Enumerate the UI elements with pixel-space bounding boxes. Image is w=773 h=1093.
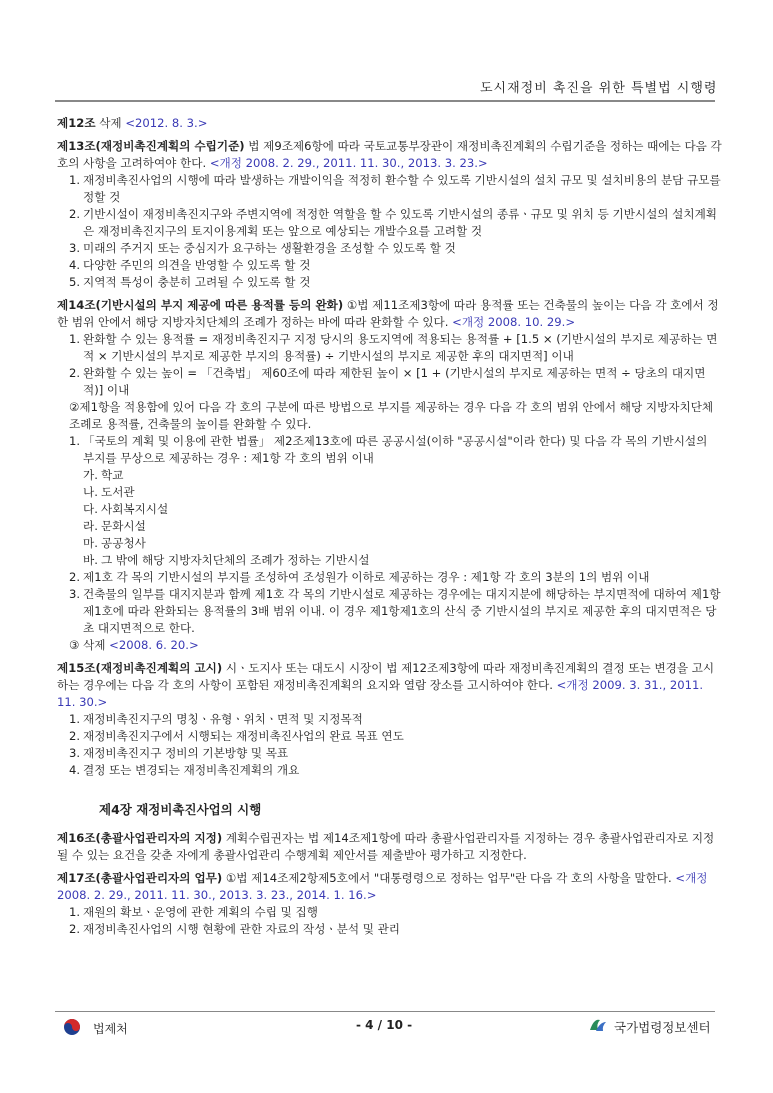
article-16 — [57, 830, 722, 864]
item-number: 바. — [83, 553, 98, 567]
list-item — [57, 206, 722, 240]
article-text: ①법 제14조제2항제5호에서 "대통령령으로 정하는 업무"란 다음 각 호의 사항을 말한다. — [222, 871, 676, 885]
article-title: 제17조(총괄사업관리자의 업무) — [57, 871, 223, 885]
item-number: 다. — [83, 502, 98, 516]
article-title: 제16조(총괄사업관리자의 지정) — [57, 831, 223, 845]
article-15 — [57, 660, 722, 711]
sub-list-item — [57, 467, 722, 484]
article-text: ①법 제11조제3항에 따라 용적률 또는 건축물의 높이는 다음 각 호에서 정한 범위 안에서 해당 지방자치단체의 조례가 정하는 바에 따라 완화할 수 있다. — [57, 298, 719, 329]
footer-left — [63, 1018, 128, 1039]
paragraph-3 — [57, 637, 722, 654]
list-item — [57, 257, 722, 274]
chapter-heading: 제4장 재정비촉진사업의 시행 — [99, 802, 262, 817]
item-number: 2. — [69, 207, 81, 221]
list-item — [57, 711, 722, 728]
korea-taegeuk-logo-icon — [63, 1018, 81, 1039]
item-number: 마. — [83, 536, 98, 550]
item-number: 1. — [69, 332, 81, 346]
footer-right — [588, 1016, 711, 1037]
item-text: 재정비촉진지구 정비의 기본방향 및 목표 — [83, 746, 289, 760]
list-item — [57, 745, 722, 762]
amendment-note: <개정 2008. 10. 29.> — [452, 315, 576, 329]
footer-center-label: 국가법령정보센터 — [614, 1019, 711, 1035]
item-text: 제1호 각 목의 기반시설의 부지를 조성하여 조성원가 이하로 제공하는 경우 : 제1항 각 호의 3분의 1의 범위 이내 — [83, 570, 650, 584]
item-text: 재원의 확보ㆍ운영에 관한 계획의 수립 및 집행 — [83, 905, 318, 919]
sub-list-item — [57, 552, 722, 569]
list-item — [57, 569, 722, 586]
item-number: 가. — [83, 468, 98, 482]
article-title: 제14조(기반시설의 부지 제공에 따른 용적률 등의 완화) — [57, 298, 344, 312]
item-text: 학교 — [101, 468, 124, 482]
document-body — [57, 115, 722, 938]
item-text: 재정비촉진사업의 시행에 따라 발생하는 개발이익을 적정히 환수할 수 있도록 기반시설의 설치 규모 및 설치비용의 분담 규모를 정할 것 — [83, 173, 721, 204]
item-text: 재정비촉진지구에서 시행되는 재정비촉진사업의 완료 목표 연도 — [83, 729, 404, 743]
item-number: 4. — [69, 258, 81, 272]
list-item — [57, 904, 722, 921]
item-number: 5. — [69, 275, 81, 289]
item-number: 1. — [69, 173, 81, 187]
item-text: 문화시설 — [101, 519, 146, 533]
article-text: 계획수립권자는 법 제14조제1항에 따라 총괄사업관리자를 지정하는 경우 총괄사업관리자로 지정될 수 있는 요건을 갖춘 자에게 총괄사업관리 수행계획 제안서를 제출받아 평가하고 지정한다. — [57, 831, 715, 862]
item-number: 1. — [69, 905, 81, 919]
item-number: 3. — [69, 587, 81, 601]
amendment-note: <2008. 6. 20.> — [109, 638, 199, 652]
item-number: 2. — [69, 366, 81, 380]
sub-list-item — [57, 535, 722, 552]
footer-agency-label: 법제처 — [93, 1022, 128, 1036]
item-number: 1. — [69, 712, 81, 726]
article-text: 삭제 — [95, 116, 126, 130]
item-text: 「국토의 계획 및 이용에 관한 법률」 제2조제13호에 따른 공공시설(이하 "공공시설"이라 한다) 및 다음 각 목의 기반시설의 부지를 무상으로 제공하는 경우 : 제1항 각 호의 범위 이내 — [83, 434, 708, 465]
item-text: 건축물의 일부를 대지지분과 함께 제1호 각 목의 기반시설로 제공하는 경우에는 대지지분에 해당하는 부지면적에 대하여 제1항제1호에 따라 완화되는 용적률의 3배 범위 이내. 이 경우 제1항제1호의 산식 중 기반시설의 부지로 제공한 후의 대지면적은 당초 대지면적으로 한다. — [83, 587, 721, 635]
item-number: 1. — [69, 434, 81, 448]
paragraph-text: ③ 삭제 — [69, 638, 110, 652]
item-text: 지역적 특성이 충분히 고려될 수 있도록 할 것 — [83, 275, 311, 289]
item-text: 재정비촉진지구의 명칭ㆍ유형ㆍ위치ㆍ면적 및 지정목적 — [83, 712, 363, 726]
list-item — [57, 762, 722, 779]
item-text: 기반시설이 재정비촉진지구와 주변지역에 적정한 역할을 할 수 있도록 기반시설의 종류ㆍ규모 및 위치 등 기반시설의 설치계획은 재정비촉진지구의 토지이용계획 또는 앞으로 예상되는 개발수요를 고려할 것 — [83, 207, 717, 238]
article-17 — [57, 870, 722, 904]
list-item — [57, 433, 722, 467]
article-13 — [57, 138, 722, 172]
document-header-title: 도시재정비 촉진을 위한 특별법 시행령 — [480, 81, 718, 96]
paragraph-2: ②제1항을 적용함에 있어 다음 각 호의 구분에 따른 방법으로 부지를 제공하는 경우 다음 각 호의 범위 안에서 해당 지방자치단체 조례로 용적률, 건축물의 높이를 완화할 수 있다. — [69, 400, 714, 431]
list-item — [57, 586, 722, 637]
item-text: 공공청사 — [101, 536, 146, 550]
page-number: - 4 / 10 - — [356, 1018, 413, 1032]
list-item — [57, 728, 722, 745]
item-text: 사회복지시설 — [101, 502, 169, 516]
article-text: 법 제9조제6항에 따라 국토교통부장관이 재정비촉진계획의 수립기준을 정하는 때에는 다음 각 호의 사항을 고려하여야 한다. — [57, 139, 722, 170]
list-item — [57, 365, 722, 399]
article-14 — [57, 297, 722, 331]
item-number: 3. — [69, 241, 81, 255]
list-item — [57, 331, 722, 365]
item-text: 재정비촉진사업의 시행 현황에 관한 자료의 작성ㆍ분석 및 관리 — [83, 922, 400, 936]
list-item — [57, 274, 722, 291]
footer-divider — [55, 1011, 715, 1012]
item-number: 2. — [69, 570, 81, 584]
amendment-note: <개정 2008. 2. 29., 2011. 11. 30., 2013. 3. 23.> — [209, 156, 488, 170]
article-text: 시ㆍ도지사 또는 대도시 시장이 법 제12조제3항에 따라 재정비촉진계획의 결정 또는 변경을 고시하는 경우에는 다음 각 호의 사항이 포함된 재정비촉진계획의 요지와 열람 장소를 고시하여야 한다. — [57, 661, 715, 692]
amendment-note: <2012. 8. 3.> — [125, 116, 208, 130]
article-12 — [57, 115, 722, 132]
article-title: 제12조 — [57, 116, 96, 130]
item-number: 라. — [83, 519, 98, 533]
law-center-logo-icon — [588, 1016, 608, 1037]
list-item — [57, 921, 722, 938]
list-item — [57, 240, 722, 257]
article-title: 제15조(재정비촉진계획의 고시) — [57, 661, 223, 675]
header-divider — [55, 100, 715, 102]
sub-list-item — [57, 518, 722, 535]
sub-list-item — [57, 484, 722, 501]
item-text: 미래의 주거지 또는 중심지가 요구하는 생활환경을 조성할 수 있도록 할 것 — [83, 241, 456, 255]
item-number: 4. — [69, 763, 81, 777]
item-number: 나. — [83, 485, 98, 499]
item-text: 결정 또는 변경되는 재정비촉진계획의 개요 — [83, 763, 300, 777]
list-item — [57, 172, 722, 206]
item-number: 3. — [69, 746, 81, 760]
article-title: 제13조(재정비촉진계획의 수립기준) — [57, 139, 245, 153]
amendment-note: <개정 2009. 3. 31., 2011. 11. 30.> — [57, 678, 704, 709]
item-text: 그 밖에 해당 지방자치단체의 조례가 정하는 기반시설 — [101, 553, 370, 567]
amendment-note: <개정 2008. 2. 29., 2011. 11. 30., 2013. 3. 23., 2014. 1. 16.> — [57, 871, 708, 902]
item-text: 도서관 — [101, 485, 135, 499]
item-text: 다양한 주민의 의견을 반영할 수 있도록 할 것 — [83, 258, 311, 272]
item-number: 2. — [69, 922, 81, 936]
item-text: 완화할 수 있는 용적률 = 재정비촉진지구 지정 당시의 용도지역에 적용되는 용적률 + [1.5 × (기반시설의 부지로 제공하는 면적 × 기반시설의 부지로 제공한 부지의 용적률) ÷ 기반시설의 부지로 제공한 후의 대지면적] 이내 — [83, 332, 718, 363]
item-number: 2. — [69, 729, 81, 743]
sub-list-item — [57, 501, 722, 518]
item-text: 완화할 수 있는 높이 = 「건축법」 제60조에 따라 제한된 높이 × [1 + (기반시설의 부지로 제공하는 면적 ÷ 당초의 대지면적)] 이내 — [83, 366, 706, 397]
